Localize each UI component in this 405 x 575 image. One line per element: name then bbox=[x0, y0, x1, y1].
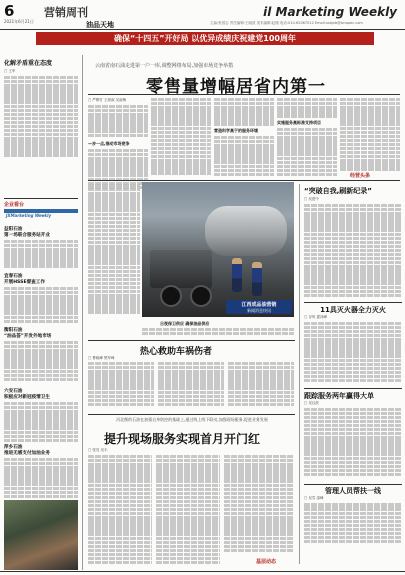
left-story2-body bbox=[4, 240, 78, 270]
photo-caption: 日夜保卫供应 确保油品供应 bbox=[160, 321, 210, 326]
main-col1-body-a bbox=[88, 105, 148, 141]
right-story1-author: □ 吴建中 bbox=[304, 197, 319, 201]
right-story3-author: □ 吴汉波 bbox=[304, 400, 319, 405]
brand-strip-text: JXMarketing Weekly bbox=[6, 213, 52, 218]
lower-top-rule bbox=[88, 340, 295, 341]
right-column bbox=[304, 186, 402, 547]
editor-info: 主编:张国志 责任编辑:王晓波 美术编辑:赵刚 电话:010-62067012 Email:xsbjxb@sinopec.com bbox=[210, 21, 363, 25]
main-bottom-rule bbox=[88, 180, 400, 181]
main-col2-body bbox=[151, 98, 211, 178]
right-story3-body bbox=[304, 408, 402, 482]
lower-title: 提升现场服务实现首月开门红 bbox=[104, 432, 261, 446]
left-story1-author: □ 王军 bbox=[4, 69, 16, 73]
photo-logo-line1: 江西成品油营销 bbox=[241, 301, 277, 308]
paper-name: 营销周刊 bbox=[44, 6, 88, 19]
right-story2-body bbox=[304, 322, 402, 386]
photo-logo bbox=[226, 300, 292, 314]
photo-worker-2 bbox=[252, 262, 262, 296]
left-divider bbox=[4, 198, 78, 199]
photo-truck bbox=[150, 250, 212, 288]
right-rule-1 bbox=[304, 302, 402, 303]
rescue-author: □ 曹晓峰 樊军峰 bbox=[88, 356, 115, 360]
left-photo bbox=[4, 500, 78, 570]
main-sub1: —步一点,推动市场竞争 bbox=[88, 141, 130, 146]
left-story2-title: 益阳石油 bbox=[4, 227, 23, 232]
rescue-body-1 bbox=[88, 362, 154, 412]
masthead-title: il Marketing Weekly bbox=[263, 5, 397, 19]
left-story5 bbox=[4, 388, 78, 444]
top-banner: 确保“十四五”开好局 以优异成绩庆祝建党100周年 bbox=[36, 32, 374, 45]
photo-wheel-1 bbox=[160, 285, 182, 307]
right-story4-title: 管理人员帮扶一线 bbox=[325, 487, 381, 496]
left-tag: 企业看台 bbox=[4, 202, 25, 208]
left-story3-title: 宜春石油 bbox=[4, 274, 23, 279]
photo-logo-line2: 新闻消息快讯 bbox=[247, 307, 271, 313]
left-column bbox=[4, 58, 78, 158]
left-story1-body bbox=[4, 76, 78, 158]
right-story4-author: □ 吴雪 邵峰 bbox=[304, 496, 324, 501]
footer-rule bbox=[0, 571, 405, 572]
rescue-body-3 bbox=[228, 362, 294, 412]
left-story6-subtitle: 推进无感支付加油业务 bbox=[4, 451, 50, 456]
rescue-title: 热心救助车祸伤者 bbox=[140, 347, 213, 357]
left-story4-body bbox=[4, 341, 78, 383]
right-story2-author: □ 谷风 霍泽峰 bbox=[304, 314, 328, 319]
left-story3 bbox=[4, 273, 78, 325]
page-number: 6 bbox=[4, 2, 15, 20]
left-story4-subtitle: “油品荟”开发外地市场 bbox=[4, 334, 52, 339]
main-col2 bbox=[151, 98, 211, 178]
rescue-body-2 bbox=[158, 362, 224, 412]
main-sub3: 实施服务高标准支持项目 bbox=[277, 120, 321, 125]
main-col4 bbox=[277, 98, 337, 180]
left-story5-subtitle: 积极应对新冠疫情卫生 bbox=[4, 395, 50, 400]
left-story3-body bbox=[4, 287, 78, 325]
main-col5-body bbox=[340, 98, 400, 174]
lower-stamp: 基层动态 bbox=[256, 559, 277, 565]
right-story4-body bbox=[304, 503, 402, 547]
left-story5-body bbox=[4, 402, 78, 444]
main-col5 bbox=[340, 98, 400, 174]
issue-date: 2021年6月21日 bbox=[4, 19, 34, 24]
main-col1-body-b bbox=[88, 149, 148, 189]
lower-body-2 bbox=[156, 455, 220, 567]
lower-body-3 bbox=[224, 455, 294, 555]
main-deck: 云南省南石油走进第一户一库,调整网络布局,加强市场竞争举措 bbox=[95, 63, 234, 69]
main-col3-body-b bbox=[214, 136, 274, 180]
right-story1-body bbox=[304, 204, 402, 300]
right-rule-2 bbox=[304, 388, 402, 389]
left-story6-body bbox=[4, 458, 78, 500]
photo-caption-body bbox=[142, 328, 294, 340]
main-col1 bbox=[88, 98, 148, 189]
main-col4-body-b bbox=[277, 128, 337, 180]
main-col4-body-a bbox=[277, 98, 337, 120]
main-col3 bbox=[214, 98, 274, 180]
left-story6 bbox=[4, 444, 78, 500]
section-name: 油品天地 bbox=[86, 21, 114, 29]
main-author: □ 严柳甘 王颜淑 吴淑梅 bbox=[88, 98, 127, 102]
main-title-rule bbox=[88, 94, 400, 95]
column-divider-right bbox=[299, 184, 300, 564]
left-story2 bbox=[4, 226, 78, 270]
column-divider-left bbox=[82, 55, 83, 570]
main-sub2: 营造科学高于的服务环境 bbox=[214, 128, 258, 133]
left-story5-title: 六安石油 bbox=[4, 389, 23, 394]
photo-worker-1 bbox=[232, 258, 242, 292]
left-story6-title: 萍乡石油 bbox=[4, 445, 23, 450]
lead-top-rule bbox=[88, 414, 295, 415]
left-story1-title: 化解矛盾重在态度 bbox=[4, 60, 53, 67]
right-rule-3 bbox=[304, 484, 402, 485]
photo-side-body bbox=[88, 184, 140, 320]
lower-author: □ 张亮 吴丰 bbox=[88, 448, 108, 452]
right-story2-title: 11具灭火器全力灭火 bbox=[320, 305, 386, 314]
left-story4-title: 衡阳石油 bbox=[4, 328, 23, 333]
left-story2-subtitle: 第一场联合服务站开业 bbox=[4, 233, 50, 238]
main-title: 零售量增幅居省内第一 bbox=[146, 77, 326, 97]
left-story4 bbox=[4, 327, 78, 383]
photo-tank bbox=[205, 206, 287, 256]
right-story1-title: “突破自我,刷新纪录” bbox=[304, 187, 372, 195]
photo-side-col bbox=[88, 184, 140, 320]
left-story3-subtitle: 开展HSSE督查工作 bbox=[4, 280, 45, 285]
lead-deck: 河北衡的石油在加强自身防控的基础上,通过线上线下联动,加强现场服务,促进业务发展 bbox=[116, 417, 268, 422]
right-story3-title: 跟踪服务两年赢得大单 bbox=[304, 391, 374, 400]
main-col3-body-a bbox=[214, 98, 274, 128]
photo-wheel-2 bbox=[190, 285, 212, 307]
lower-body-1 bbox=[88, 455, 152, 567]
header-rule bbox=[0, 29, 405, 30]
main-stamp: 经营头条 bbox=[350, 173, 371, 179]
